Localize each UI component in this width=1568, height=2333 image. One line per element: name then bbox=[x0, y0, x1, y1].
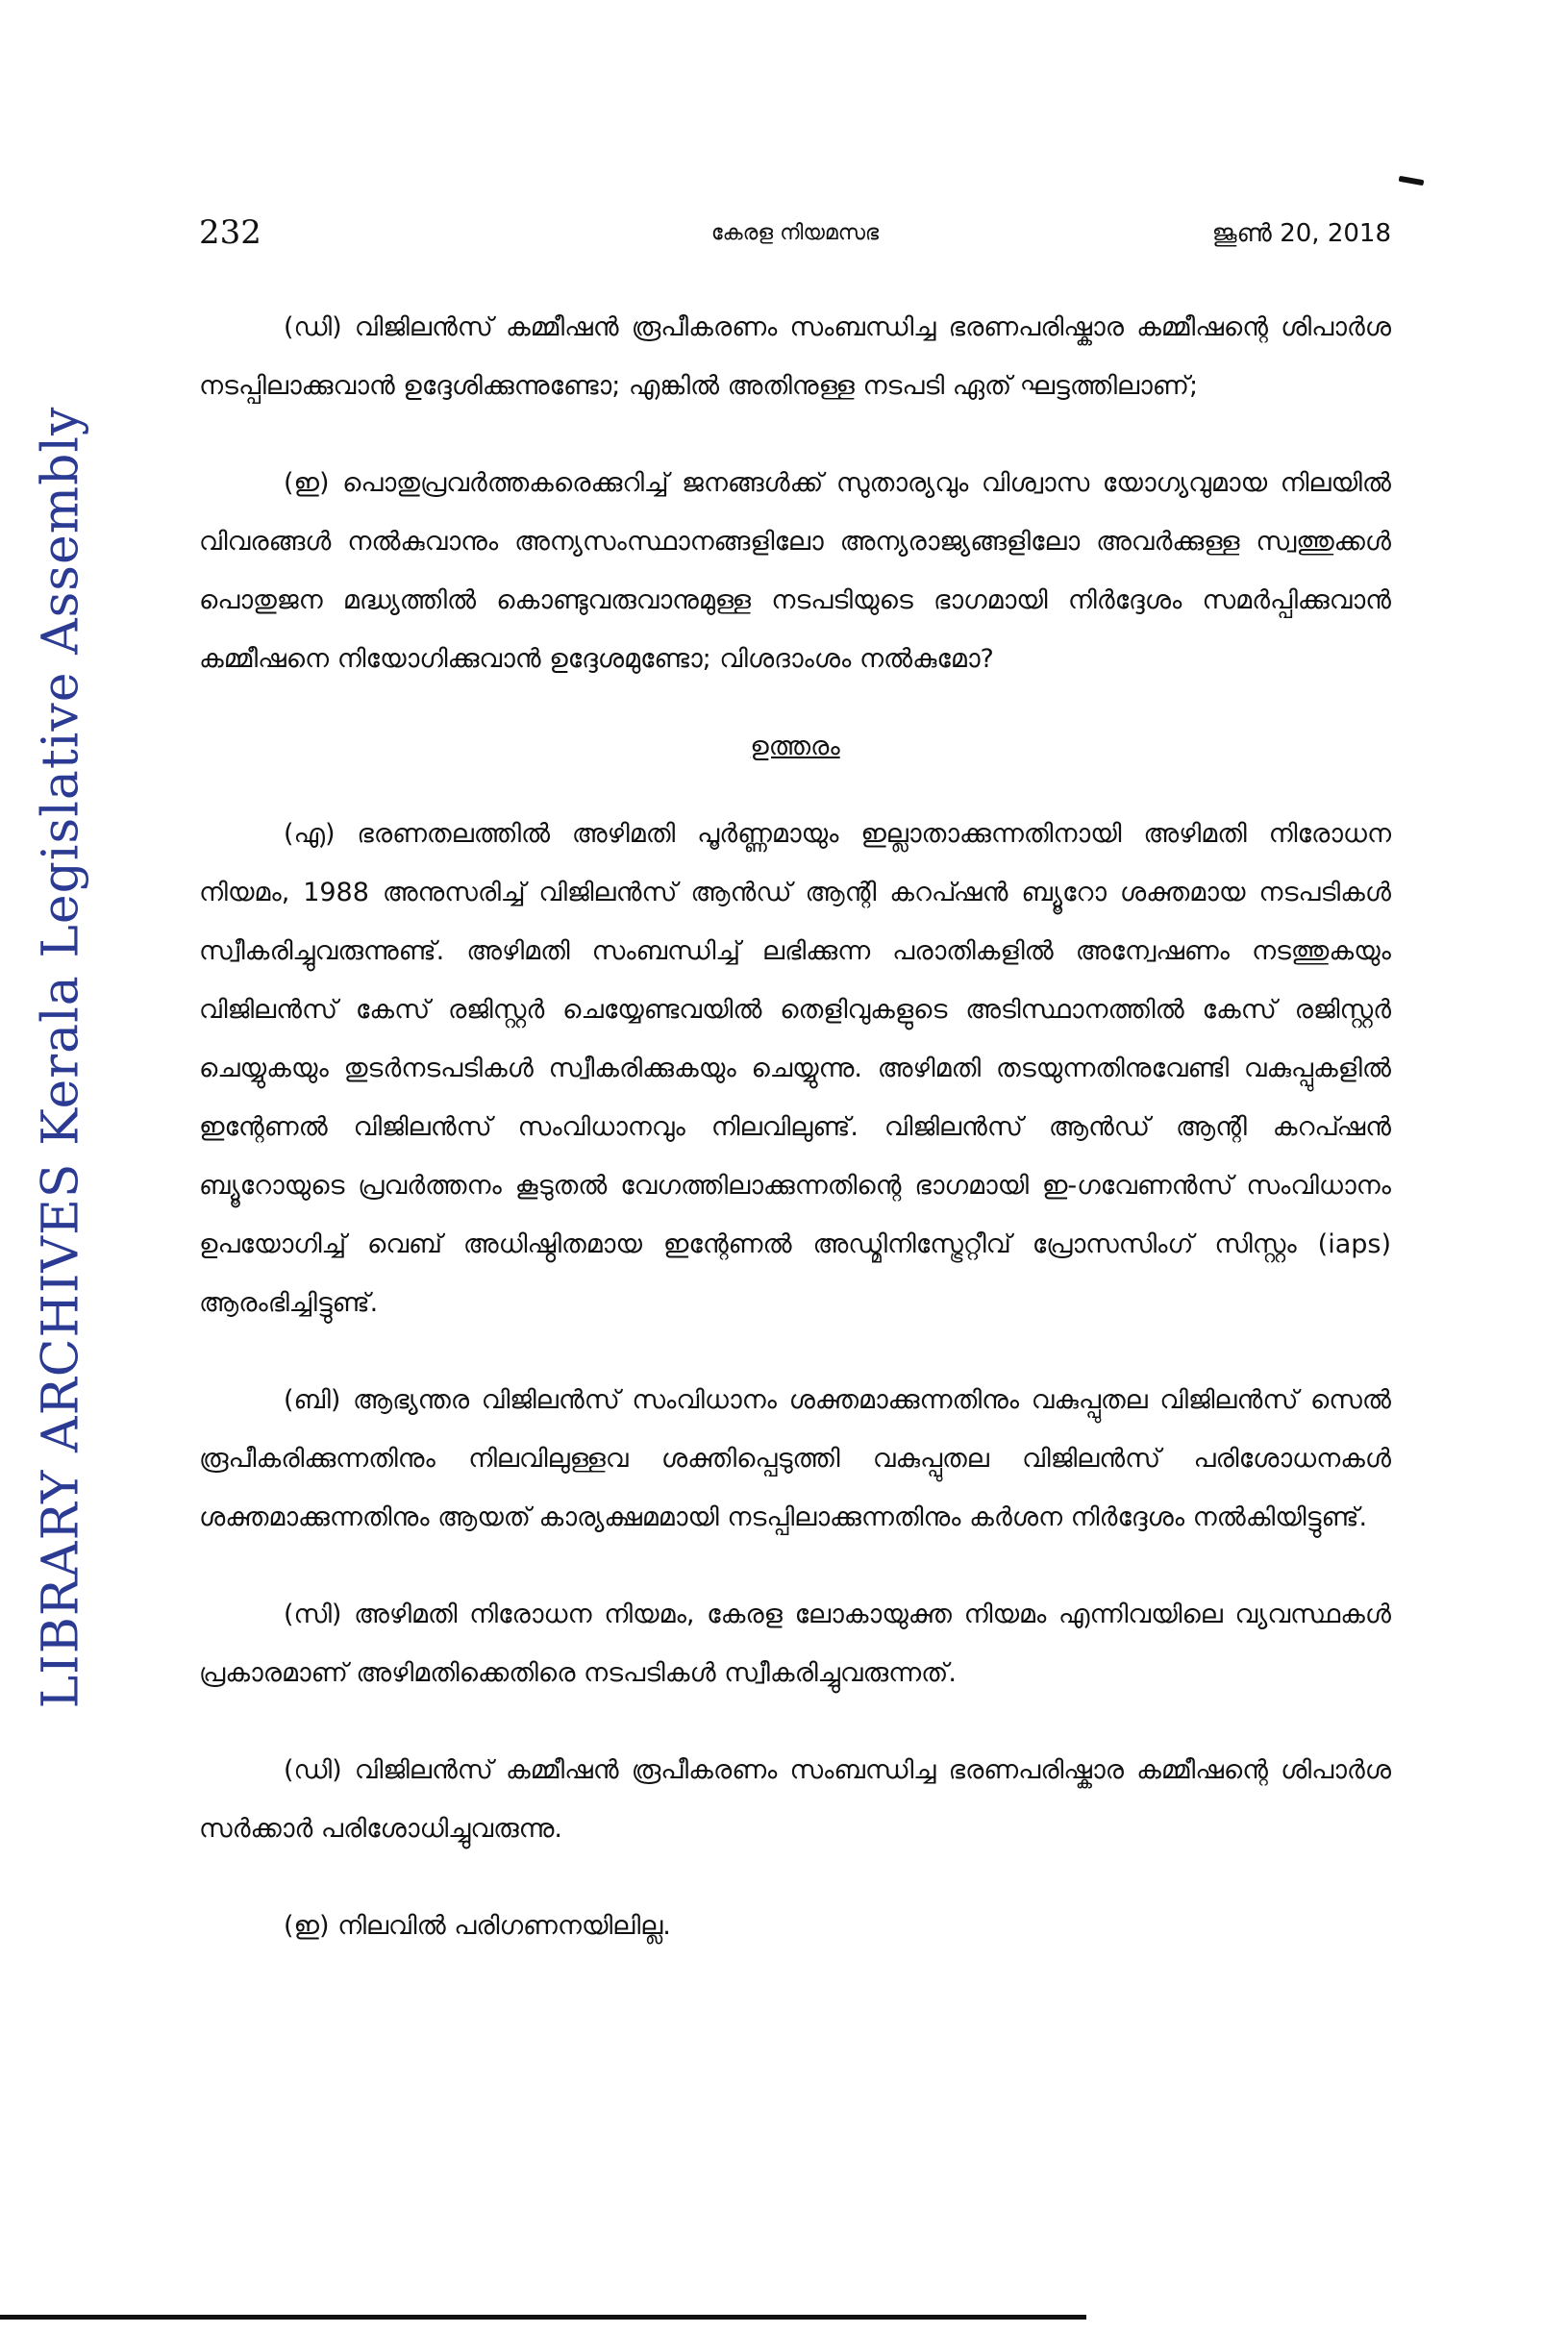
library-archives-watermark bbox=[17, 375, 104, 1740]
scan-mark bbox=[1399, 176, 1425, 186]
answer-paragraph-c: (സി) അഴിമതി നിരോധന നിയമം, കേരള ലോകായുക്ത നിയമം എന്നിവയിലെ വ്യവസ്ഥകൾ പ്രകാരമാണ് അഴിമതിക്കെതിരെ നടപടികൾ സ്വീകരിച്ചുവരുന്നത്. bbox=[199, 1600, 1391, 1688]
watermark-text: LIBRARY ARCHIVES Kerala Legislative Assembly bbox=[32, 406, 89, 1709]
answer-paragraph-a: (എ) ഭരണതലത്തിൽ അഴിമതി പൂർണ്ണമായും ഇല്ലാതാക്കുന്നതിനായി അഴിമതി നിരോധന നിയമം, 1988 അനുസരിച്ച് വിജിലൻസ് ആൻഡ് ആന്റി കറപ്ഷൻ ബ്യൂറോ ശക്തമായ നടപടികൾ സ്വീകരിച്ചുവരുന്നുണ്ട്. അഴിമതി സംബന്ധിച്ച് ലഭിക്കുന്ന പരാതികളിൽ അന്വേഷണം നടത്തുകയും വിജിലൻസ് കേസ് രജിസ്റ്റർ ചെയ്യേണ്ടവയിൽ തെളിവുകളുടെ അടിസ്ഥാനത്തിൽ കേസ് രജിസ്റ്റർ ചെയ്യുകയും തുടർനടപടികൾ സ്വീകരിക്കുകയും ചെയ്യുന്നു. അഴിമതി തടയുന്നതിനുവേണ്ടി വകുപ്പുകളിൽ ഇന്റേണൽ വിജിലൻസ് സംവിധാനവും നിലവിലുണ്ട്. വിജിലൻസ് ആൻഡ് ആന്റി കറപ്ഷൻ ബ്യൂറോയുടെ പ്രവർത്തനം കൂടുതൽ വേഗത്തിലാക്കുന്നതിന്റെ ഭാഗമായി ഇ-ഗവേണൻസ് സംവിധാനം ഉപയോഗിച്ച് വെബ് അധിഷ്ഠിതമായ ഇന്റേണൽ അഡ്മിനിസ്ട്രേറ്റീവ് പ്രോസസിംഗ് സിസ്റ്റം (iaps) ആരംഭിച്ചിട്ടുണ്ട്. bbox=[199, 819, 1391, 1318]
document-body bbox=[199, 298, 1391, 1955]
assembly-name: കേരള നിയമസഭ bbox=[710, 221, 880, 245]
question-paragraph-d: (ഡി) വിജിലൻസ് കമ്മീഷൻ രൂപീകരണം സംബന്ധിച്ച ഭരണപരിഷ്കാര കമ്മീഷന്റെ ശിപാർശ നടപ്പിലാക്കുവാൻ ഉദ്ദേശിക്കുന്നുണ്ടോ; എങ്കിൽ അതിനുള്ള നടപടി ഏത് ഘട്ടത്തിലാണ്; bbox=[199, 312, 1391, 401]
session-date: ജൂൺ 20, 2018 bbox=[1211, 219, 1391, 248]
answer-paragraph-b: (ബി) ആഭ്യന്തര വിജിലൻസ് സംവിധാനം ശക്തമാക്കുന്നതിനും വകുപ്പുതല വിജിലൻസ് സെൽ രൂപീകരിക്കുന്നതിനും നിലവിലുള്ളവ ശക്തിപ്പെടുത്തി വകുപ്പുതല വിജിലൻസ് പരിശോധനകൾ ശക്തമാക്കുന്നതിനും ആയത് കാര്യക്ഷമമായി നടപ്പിലാക്കുന്നതിനും കർശന നിർദ്ദേശം നൽകിയിട്ടുണ്ട്. bbox=[199, 1385, 1391, 1532]
page-number: 232 bbox=[199, 213, 261, 252]
answer-heading: ഉത്തരം bbox=[750, 732, 840, 761]
page-header bbox=[199, 213, 1391, 261]
answer-paragraph-e: (ഇ) നിലവിൽ പരിഗണനയിലില്ല. bbox=[284, 1911, 671, 1941]
page-bottom-rule bbox=[0, 2315, 1086, 2320]
answer-paragraph-d: (ഡി) വിജിലൻസ് കമ്മീഷൻ രൂപീകരണം സംബന്ധിച്ച ഭരണപരിഷ്കാര കമ്മീഷന്റെ ശിപാർശ സർക്കാർ പരിശോധിച്ചുവരുന്നു. bbox=[199, 1755, 1391, 1844]
question-paragraph-e: (ഇ) പൊതുപ്രവർത്തകരെക്കുറിച്ച് ജനങ്ങൾക്ക് സുതാര്യവും വിശ്വാസ യോഗ്യവുമായ നിലയിൽ വിവരങ്ങൾ നൽകുവാനും അന്യസംസ്ഥാനങ്ങളിലോ അന്യരാജ്യങ്ങളിലോ അവർക്കുള്ള സ്വത്തുക്കൾ പൊതുജന മദ്ധ്യത്തിൽ കൊണ്ടുവരുവാനുമുള്ള നടപടിയുടെ ഭാഗമായി നിർദ്ദേശം സമർപ്പിക്കുവാൻ കമ്മീഷനെ നിയോഗിക്കുവാൻ ഉദ്ദേശമുണ്ടോ; വിശദാംശം നൽകുമോ? bbox=[199, 468, 1391, 674]
